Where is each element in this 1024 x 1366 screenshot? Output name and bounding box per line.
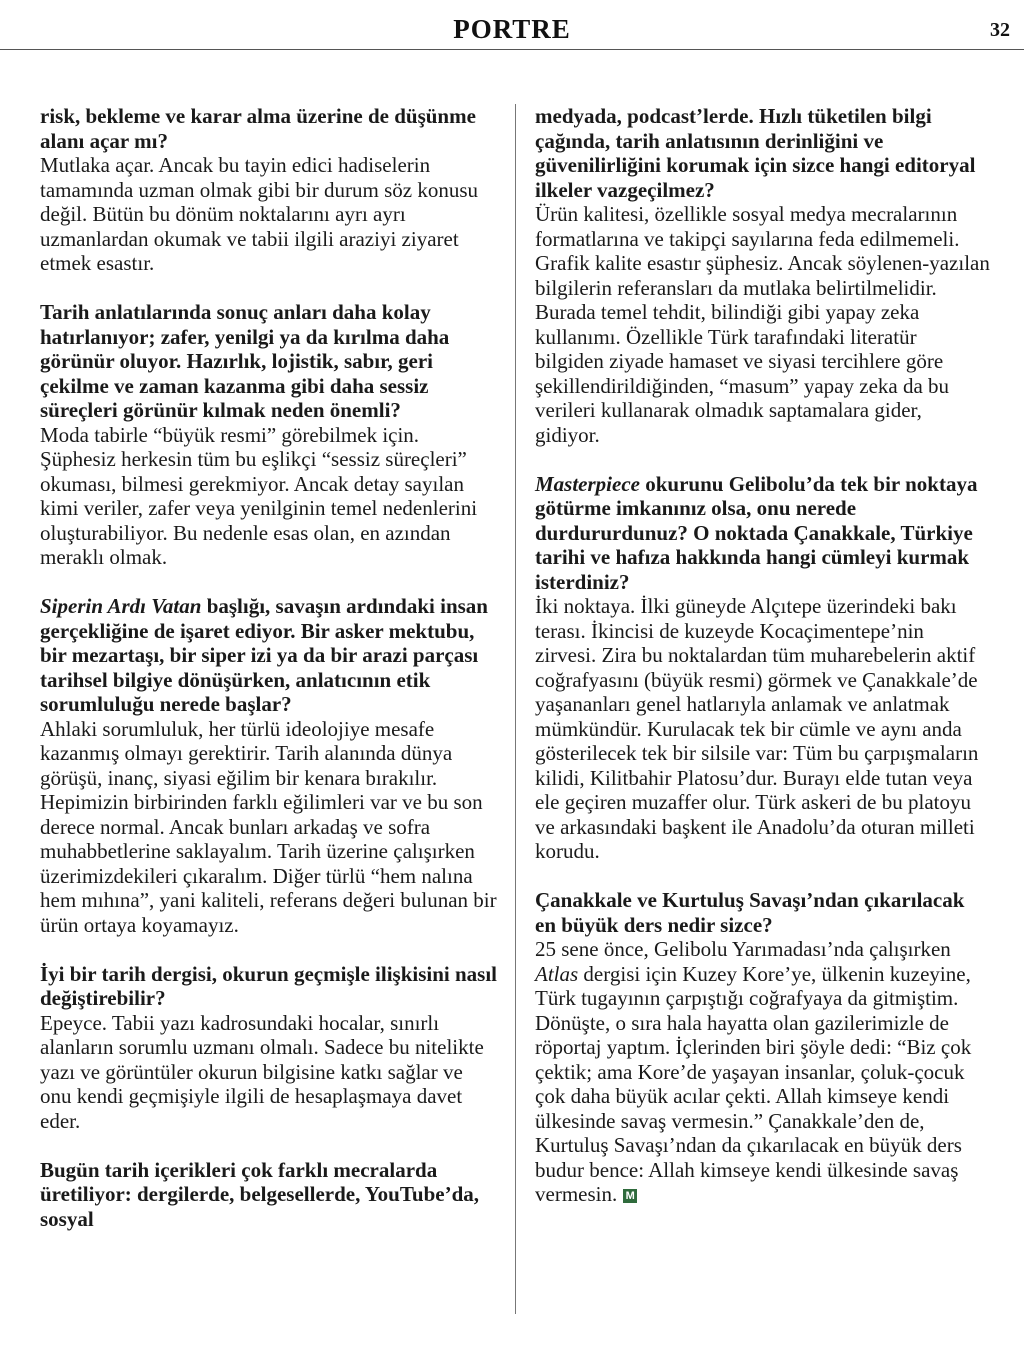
page-number: 32 [990, 19, 1010, 41]
question: Çanakkale ve Kurtuluş Savaşı’ndan çıkarılacak en büyük ders nedir sizce? [535, 888, 965, 937]
answer: Epeyce. Tabii yazı kadrosundaki hocalar, sınırlı alanların sorumlu uzmanı olmalı. Sadece bu nitelikte yazı ve görüntüler okurun bilgisine katkı sağlar ve onu kendi geçmişiyle ilgili de hesaplaşmaya davet eder. [40, 1010, 484, 1133]
qa-block [40, 962, 498, 1134]
qa-block [40, 300, 498, 570]
qa-block [40, 594, 498, 937]
answer-text: dergisi için Kuzey Kore’ye, ülkenin kuzeyine, Türk tugayının çarpıştığı coğrafyaya da gitmiştim. Dönüşte, o sıra hala hayatta olan gazilerimizle de röportaj yaptım. İçlerinden biri şöyle dedi: “Biz çok çektik; ama Kore’de yaşayan insanlar, çoluk-çocuk çok daha büyük acılar çekti. Allah kimseye kendi ülkesinde savaş vermesin.” Çanakkale’den de, Kurtuluş Savaşı’ndan da çıkarılacak en büyük ders budur bence: Allah kimseye kendi ülkesinde savaş vermesin. [535, 961, 972, 1206]
question: Tarih anlatılarında sonuç anları daha kolay hatırlanıyor; zafer, yenilgi ya da kırılma daha görünür oluyor. Hazırlık, lojistik, sabır, geri çekilme ve zaman kazanma gibi daha sessiz süreçleri görünür kılmak neden önemli? [40, 300, 450, 422]
question [40, 594, 498, 717]
section-title: PORTRE [453, 14, 571, 44]
qa-block [535, 472, 990, 864]
qa-block [40, 1158, 498, 1232]
answer: Moda tabirle “büyük resmi” görebilmek için. Şüphesiz herkesin tüm bu eşlikçi “sessiz süreçleri” okuması, bilmesi gerekmiyor. Ancak detay sayılan kimi veriler, zafer veya yenilginin temel nedenlerini oluşturabiliyor. Bu nedenle esas olan, en azından meraklı olmak. [40, 422, 478, 569]
question-italic-title: Siperin Ardı Vatan [40, 594, 202, 618]
magazine-name: Atlas [535, 961, 579, 986]
page-header [0, 0, 1024, 50]
question-text: okurunu Gelibolu’da tek bir noktaya götürme imkanınız olsa, onu nerede durdururdunuz? O noktada Çanakkale, Türkiye tarihi ve hafıza hakkında hangi cümleyi kurmak isterdiniz? [535, 471, 978, 594]
end-mark-icon: M [623, 1189, 637, 1203]
left-column [40, 104, 498, 1256]
right-column [535, 104, 990, 1231]
question-text: başlığı, savaşın ardındaki insan gerçekliğine de işaret ediyor. Bir asker mektubu, bir mezartaşı, bir siper izi ya da bir arazi parçası tarihsel bilgiye dönüşürken, anlatıcının etik sorumluluğu nerede başlar? [40, 594, 488, 716]
qa-block [535, 104, 990, 447]
question: risk, bekleme ve karar alma üzerine de düşünme alanı açar mı? [40, 104, 476, 153]
column-divider [515, 104, 516, 1314]
answer: Ahlaki sorumluluk, her türlü ideolojiye mesafe kazanmış olmayı gerektirir. Tarih alanında dünya görüşü, inanç, siyasi eğilim bir kenara bırakılır. Hepimizin birbirinden farklı eğilimleri var ve bu son derece normal. Ancak bunları arkadaş ve sofra muhabbetlerine saklayalım. Tarih üzerine çalışırken üzerimizdekileri çıkaralım. Diğer türlü “hem nalına hem mıhına”, yani kaliteli, referans değeri bulunan bir ürün ortaya koyamayız. [40, 716, 497, 937]
question [535, 472, 990, 595]
qa-block [535, 888, 990, 1207]
question-italic-title: Masterpiece [535, 471, 640, 496]
answer-text: 25 sene önce, Gelibolu Yarımadası’nda çalışırken [535, 937, 951, 961]
header-rule [0, 49, 1024, 50]
answer: Ürün kalitesi, özellikle sosyal medya mecralarının formatlarına ve takipçi sayılarına feda edilmemeli. Grafik kalite esastır şüphesiz. Ancak söylenen-yazılan bilgilerin referansları da mutlaka belirtilmelidir. Burada temel tehdit, bilindiği gibi yapay zeka kullanımı. Özellikle Türk tarafındaki literatür bilgiden ziyade hamaset ve siyasi tercihlere göre şekillendirildiğinden, “masum” yapay zeka da bu verileri kullanarak olmadık saptamalara gider, gidiyor. [535, 202, 990, 447]
question: İyi bir tarih dergisi, okurun geçmişle ilişkisini nasıl değiştirebilir? [40, 961, 498, 1010]
answer: Mutlaka açar. Ancak bu tayin edici hadiselerin tamamında uzman olmak gibi bir durum söz konusu değil. Bütün bu dönüm noktalarını ayrı ayrı uzmanlardan okumak ve tabii ilgili araziyi ziyaret etmek esastır. [40, 153, 479, 275]
answer [535, 937, 990, 1207]
question: Bugün tarih içerikleri çok farklı mecralarda üretiliyor: dergilerde, belgesellerde, YouTube’da, sosyal [40, 1157, 480, 1231]
answer: İki noktaya. İlki güneyde Alçıtepe üzerindeki bakı terası. İkincisi de kuzeyde Kocaçimentepe’nin zirvesi. Zira bu noktalardan tüm muharebelerin aktif coğrafyasını (büyük resmi) görmek ve Çanakkale’de yaşananları genel hatlarıyla anlamak ve anlatmak mümkündür. Kurulacak tek bir cümle ve aynı anda gösterilecek tek bir silsile var: Tüm bu çarpışmaların kilidi, Kilitbahir Platosu’dur. Burayı elde tutan veya ele geçiren muzaffer olur. Türk askeri de bu platoyu ve arkasındaki başkent ile Anadolu’da oturan milleti korudu. [535, 594, 979, 863]
qa-block [40, 104, 498, 276]
question: medyada, podcast’lerde. Hızlı tüketilen bilgi çağında, tarih anlatısının derinliğini ve güvenilirliğini korumak için sizce hangi editoryal ilkeler vazgeçilmez? [535, 104, 976, 202]
